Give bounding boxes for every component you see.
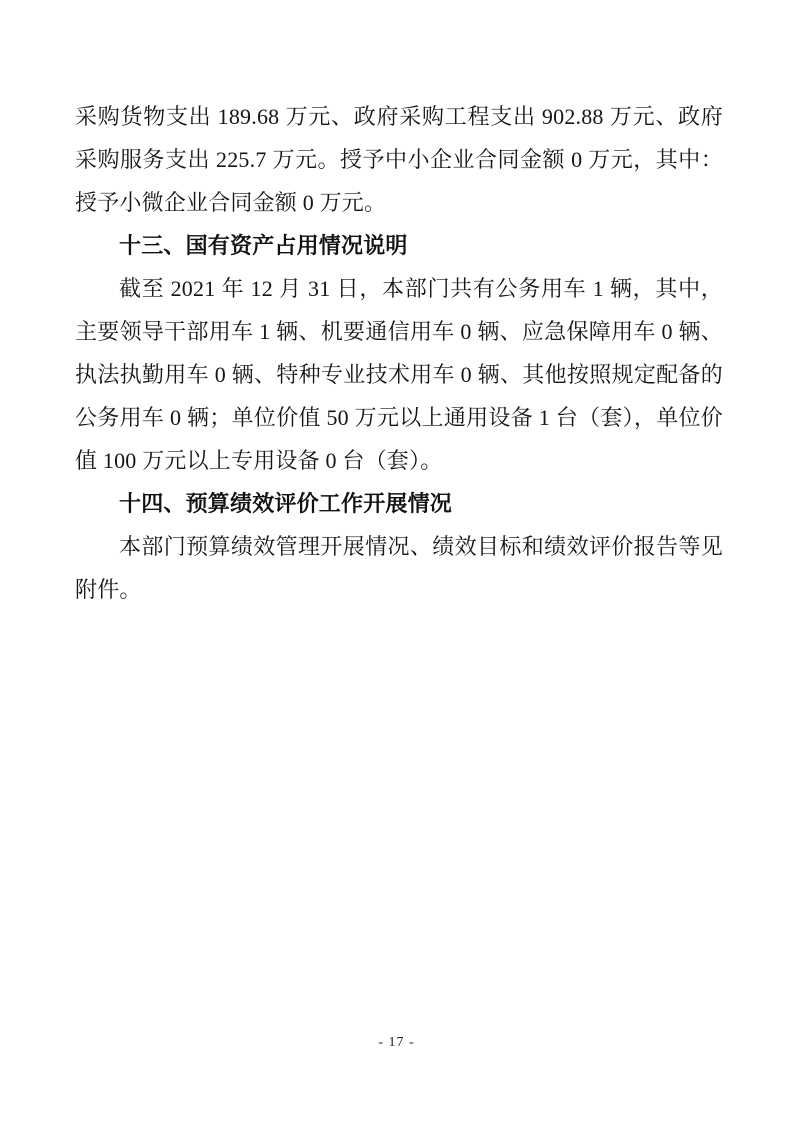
section-heading-13-state-assets: 十三、国有资产占用情况说明	[119, 233, 408, 258]
document-body	[75, 95, 723, 611]
section-heading-14-budget-performance: 十四、预算绩效评价工作开展情况	[119, 491, 453, 516]
paragraph-state-assets-vehicles: 截至 2021 年 12 月 31 日，本部门共有公务用车 1 辆，其中，主要领导干部用车 1 辆、机要通信用车 0 辆、应急保障用车 0 辆、执法执勤用车 0 辆、特种专业技术用车 0 辆、其他按照规定配备的公务用车 0 辆；单位价值 50 万元以上通用设备 1 台（套），单位价值 100 万元以上专用设备 0 台（套）。	[75, 276, 723, 473]
paragraph-procurement-spending: 采购货物支出 189.68 万元、政府采购工程支出 902.88 万元、政府采购服务支出 225.7 万元。授予中小企业合同金额 0 万元，其中：授予小微企业合同金额 0 万元。	[75, 104, 723, 215]
page-number: - 17 -	[378, 1035, 415, 1050]
paragraph-performance-evaluation: 本部门预算绩效管理开展情况、绩效目标和绩效评价报告等见附件。	[75, 534, 723, 602]
page-footer	[0, 1033, 793, 1053]
